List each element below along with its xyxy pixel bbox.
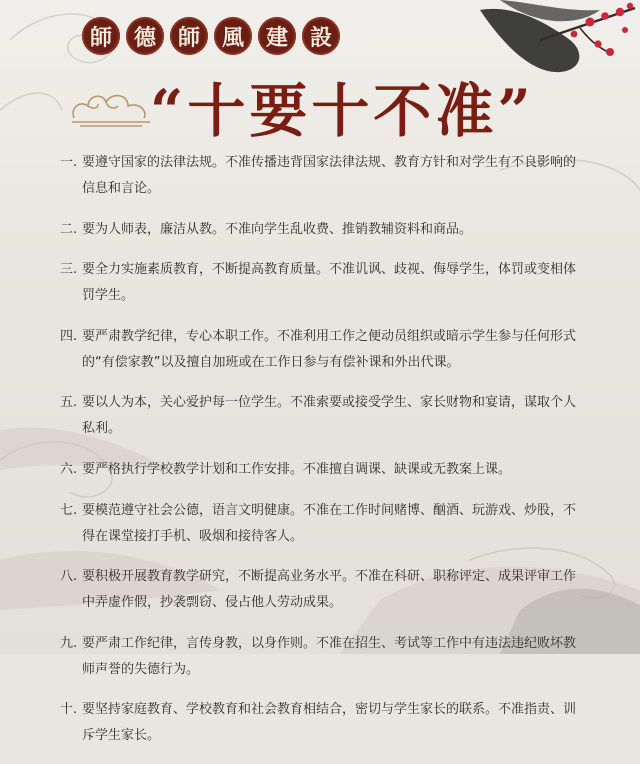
rule-item [60,498,588,550]
auspicious-cloud-icon [68,84,154,130]
rule-item [60,324,588,376]
rule-text: 要遵守国家的法律法规。不准传播违背国家法律法规、教育方针和对学生有不良影响的信息和言论。 [82,155,577,196]
seal-char: 德 [126,17,164,55]
rule-item [60,150,588,202]
rule-text: 要模范遵守社会公德，语言文明健康。不准在工作时间赌博、酗酒、玩游戏、炒股，不得在课堂接打手机、吸烟和接待客人。 [82,502,577,544]
rule-item [60,217,588,243]
seal-char: 風 [214,17,252,55]
rule-number: 六. [60,461,78,477]
main-title: “十要十不准” [150,77,535,145]
seal-char: 師 [170,17,208,55]
seal-title [82,17,340,57]
rule-number: 三. [60,262,78,278]
rule-number: 九. [60,635,78,651]
rules-list [60,150,588,764]
rule-number: 五. [60,395,78,411]
rule-text: 要以人为本，关心爱护每一位学生。不准索要或接受学生、家长财物和宴请，谋取个人私利。 [82,395,577,437]
rule-number: 十. [60,702,78,718]
rule-text: 要严格执行学校教学计划和工作安排。不准擅自调课、缺课或无教案上课。 [82,461,512,477]
seal-char: 建 [258,17,296,55]
rule-text: 要全力实施素质教育，不断提高教育质量。不准讥讽、歧视、侮辱学生，体罚或变相体罚学生。 [82,262,577,304]
rule-number: 四. [60,328,78,344]
rule-text: 要积极开展教育教学研究，不断提高业务水平。不准在科研、职称评定、成果评审工作中弄虚作假，抄袭剽窃、侵占他人劳动成果。 [82,569,577,611]
rule-item [60,390,588,442]
rule-item [60,457,588,483]
rule-text: 要为人师表，廉洁从教。不准向学生乱收费、推销教辅资料和商品。 [82,221,473,237]
rule-item [60,697,588,749]
rule-item [60,631,588,683]
rule-number: 八. [60,569,78,585]
seal-char: 師 [82,17,120,55]
rule-number: 一. [60,155,78,170]
rule-text: 要严肃教学纪律，专心本职工作。不准利用工作之便动员组织或暗示学生参与任何形式的“有偿家教”以及擅自加班或在工作日参与有偿补课和外出代课。 [82,328,577,370]
rule-text: 要严肃工作纪律，言传身教，以身作则。不准在招生、考试等工作中有违法违纪败坏教师声誉的失德行为。 [82,635,577,677]
rule-text: 要坚持家庭教育、学校教育和社会教育相结合，密切与学生家长的联系。不准指责、训斥学生家长。 [82,702,577,744]
rule-item [60,564,588,616]
rule-number: 七. [60,502,78,518]
seal-char: 設 [302,17,340,55]
rule-number: 二. [60,221,78,237]
rule-item [60,257,588,309]
